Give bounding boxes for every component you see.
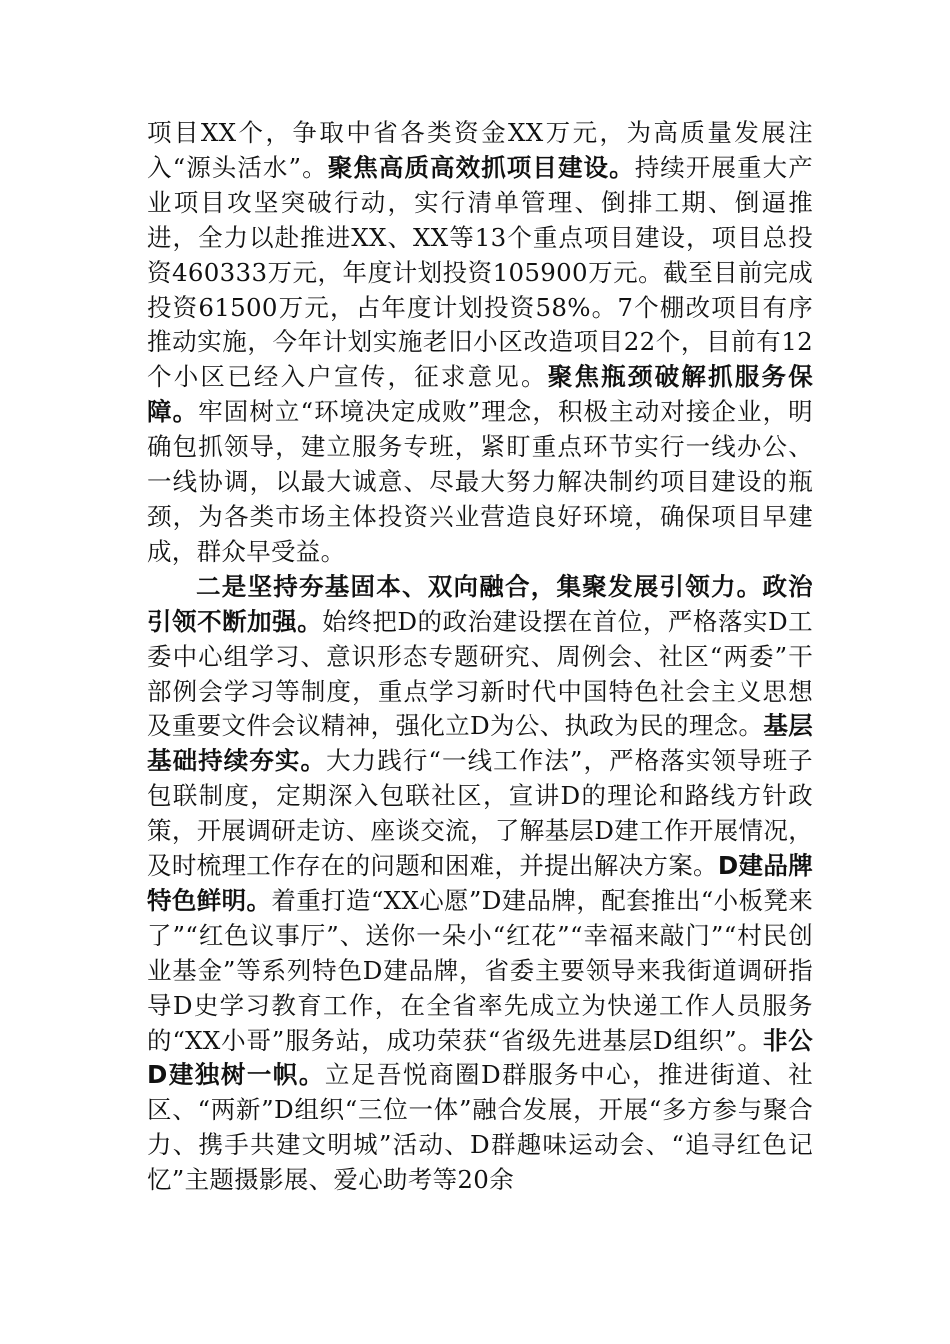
text-segment: 着重打造“XX心愿”D建品牌，配套推出“小板凳来了”“红色议事厅”、送你一朵小“红花”“幸福来敲门”“村民创业基金”等系列特色D建品牌，省委主要领导来我街道调研指导D史学习教育工作，在全省率先成立为快递工作人员服务的“XX小哥”服务站，成功荣获“省级先进基层D组织”。 [147, 885, 813, 1055]
paragraph-party-building [147, 570, 813, 1198]
document-body [147, 116, 813, 1198]
bold-heading-brand: D建品牌特色鲜明。 [147, 851, 813, 915]
text-segment: 项目XX个，争取中省各类资金XX万元，为高质量发展注入“源头活水”。 [147, 118, 813, 182]
bold-heading-non-public: 非公D建独树一帜。 [147, 1025, 813, 1090]
bold-heading-section-two: 二是坚持夯基固本、双向融合，集聚发展引领力。 [196, 571, 763, 601]
text-segment: 持续开展重大产业项目攻坚突破行动，实行清单管理、倒排工期、倒逼推进，全力以赴推进XX、XX等13个重点项目建设，项目总投资460333万元，年度计划投资105900万元。截至目前完成投资61500万元，占年度计划投资58%。7个棚改项目有序推动实施，今年计划实施老旧小区改造项目22个，目前有12个小区已经入户宣传，征求意见。 [147, 152, 813, 392]
paragraph-project-construction [147, 116, 813, 570]
text-segment: 大力践行“一线工作法”，严格落实领导班子包联制度，定期深入包联社区，宣讲D的理论和路线方针政策，开展调研走访、座谈交流，了解基层D建工作开展情况，及时梳理工作存在的问题和困难，并提出解决方案。 [147, 746, 813, 881]
text-segment: 牢固树立“环境决定成败”理念，积极主动对接企业，明确包抓领导，建立服务专班，紧盯重点环节实行一线办公、一线协调，以最大诚意、尽最大努力解决制约项目建设的瓶颈，为各类市场主体投资兴业营造良好环境，确保项目早建成，群众早受益。 [147, 397, 813, 566]
bold-heading-project-construction: 聚焦高质高效抓项目建设。 [327, 152, 635, 182]
text-segment: 始终把D的政治建设摆在首位，严格落实D工委中心组学习、意识形态专题研究、周例会、社区“两委”干部例会学习等制度，重点学习新时代中国特色社会主义思想及重要文件会议精神，强化立D为公、执政为民的理念。 [147, 606, 813, 741]
bold-heading-political-leadership: 政治引领不断加强。 [147, 571, 813, 636]
text-segment: 立足吾悦商圈D群服务中心，推进街道、社区、“两新”D组织“三位一体”融合发展，开展“多方参与聚合力、携手共建文明城”活动、D群趣味运动会、“追寻红色记忆”主题摄影展、爱心助考等20余 [147, 1060, 814, 1195]
bold-heading-grassroots: 基层基础持续夯实。 [147, 711, 813, 776]
bold-heading-service-guarantee: 聚焦瓶颈破解抓服务保障。 [147, 362, 813, 427]
